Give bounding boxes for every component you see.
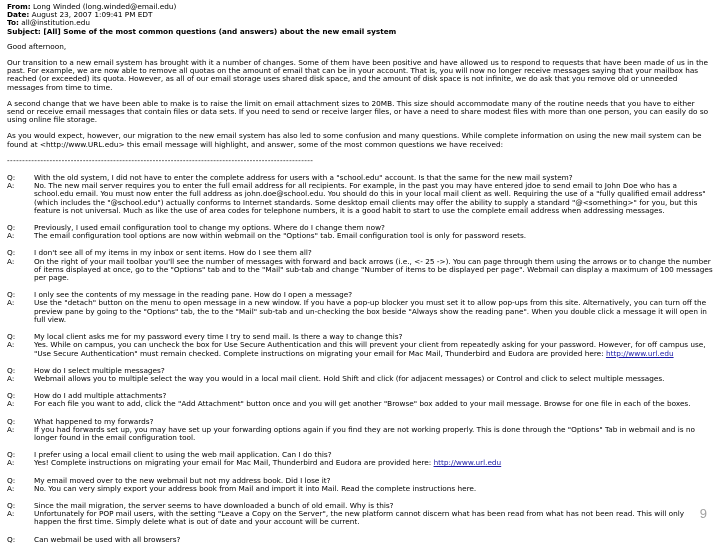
question-tag: Q: bbox=[7, 248, 16, 258]
answer-text: For each file you want to add, click the "Add Attachment" button once and you will get another "Browse" box added to your mail message. Browse for one file in each of the boxes. bbox=[34, 399, 691, 409]
answer-text: Use the "detach" button on the menu to open message in a new window. If you have a pop-up blocker you must set it to allow pop-ups from this site. Alternatively, you can turn off the preview pane by going to the "Options" tab, the to the "Mail" sub-tab and un-checking the box beside "Always show the reading pane". When you double click a message it will open in full view. bbox=[34, 298, 707, 324]
answer-tag: A: bbox=[7, 373, 15, 383]
question-tag: Q: bbox=[7, 450, 16, 460]
question-tag: Q: bbox=[7, 391, 16, 401]
answer-tag: A: bbox=[7, 298, 15, 308]
answer-body bbox=[34, 232, 713, 240]
qa-item bbox=[7, 392, 713, 408]
answer-row bbox=[7, 506, 713, 527]
answer-text: No. The new mail server requires you to enter the full email address for all recipients. For example, in the past you may have entered jdoe to send email to John Doe who has a school.edu email. You must now enter the full address as john.doe@school.edu. You should do this in your local mail client as well. Requiring the use of a "fully qualified email address" (which includes the "@school.edu") actually conforms to Internet standards. Some desktop email clients may offer the ability to supply a standard "@<something>" for you, but this feature is not universal. Much as like the use of area codes for telephone numbers, it is a good habit to start to use the complete email address when addressing messages. bbox=[34, 181, 706, 215]
answer-tag: A: bbox=[7, 458, 15, 468]
answer-row bbox=[7, 258, 713, 283]
question-tag: Q: bbox=[7, 290, 16, 300]
qa-item bbox=[7, 502, 713, 527]
answer-body bbox=[34, 506, 713, 527]
question-text: My local client asks me for my password every time I try to send mail. Is there a way to change this? bbox=[34, 332, 403, 342]
question-tag: Q: bbox=[7, 332, 16, 342]
question-text: Previously, I used email configuration tool to change my options. Where do I change them now? bbox=[34, 223, 385, 233]
answer-tag: A: bbox=[7, 483, 15, 493]
answer-text: Yes. While on campus, you can uncheck the box for Use Secure Authentication and this will prevent your client from repeatedly asking for your password. However, for off campus use, "Use Secure Authentication" must remain checked. Complete instructions on migrating your email for Mac Mail, Thunderbird and Eudora are provided here: bbox=[34, 340, 706, 358]
answer-row bbox=[7, 400, 713, 408]
answer-row bbox=[7, 459, 713, 467]
question-text: My email moved over to the new webmail but not my address book. Did I lose it? bbox=[34, 475, 331, 485]
answer-body bbox=[34, 258, 713, 283]
question-tag: Q: bbox=[7, 500, 16, 510]
answer-body bbox=[34, 485, 713, 493]
qa-item bbox=[7, 418, 713, 443]
to-label: To: bbox=[7, 18, 19, 28]
answer-tag: A: bbox=[7, 340, 15, 350]
question-tag: Q: bbox=[7, 416, 16, 426]
email-document bbox=[7, 3, 713, 544]
question-tag: Q: bbox=[7, 223, 16, 233]
answer-row bbox=[7, 232, 713, 240]
qa-list bbox=[7, 174, 713, 544]
question-tag: Q: bbox=[7, 365, 16, 375]
answer-row bbox=[7, 426, 713, 442]
date-value: August 23, 2007 1:09:41 PM EDT bbox=[31, 10, 153, 20]
email-header bbox=[7, 3, 713, 36]
separator-line: ----------------------------------------------------------------------------------------------------- bbox=[7, 156, 314, 165]
page-number: 9 bbox=[699, 506, 707, 521]
qa-item bbox=[7, 291, 713, 324]
subject-value: [All] Some of the most common questions (and answers) about the new email system bbox=[43, 26, 397, 36]
qa-item bbox=[7, 249, 713, 282]
answer-row bbox=[7, 299, 713, 324]
question-tag: Q: bbox=[7, 475, 16, 485]
answer-body bbox=[34, 400, 713, 408]
question-text: I prefer using a local email client to using the web mail application. Can I do this? bbox=[34, 450, 332, 460]
answer-text: No. You can very simply export your address book from Mail and import it into Mail. Read the complete instructions here. bbox=[34, 483, 477, 493]
answer-tag: A: bbox=[7, 399, 15, 409]
qa-item bbox=[7, 174, 713, 215]
answer-text: If you had forwards set up, you may have set up your forwarding options again if you find they are not working properly. This is done through the "Options" Tab in webmail and is no longer found in the email configuration tool. bbox=[34, 424, 695, 442]
answer-row bbox=[7, 341, 713, 357]
body-paragraph: Our transition to a new email system has brought with it a number of changes. Some of them have been positive and have allowed us to respond to requests that have been made of us in the past. For example, we are now able to remove all quotas on the amount of email that can be in your account. That is, you will now no longer receive messages saying that your mailbox has reached (or exceeded) its quota. However, as all of our email storage uses shared disk space, and the amount of disk space is not infinite, we do ask that you remove old or unneeded messages from time to time. bbox=[7, 58, 709, 92]
subject-line bbox=[7, 28, 713, 36]
answer-tag: A: bbox=[7, 181, 15, 191]
answer-text: The email configuration tool options are now within webmail on the "Options" tab. Email configuration tool is only for password resets. bbox=[34, 231, 527, 241]
from-label: From: bbox=[7, 2, 31, 11]
answer-row bbox=[7, 375, 713, 383]
answer-body bbox=[34, 426, 713, 442]
answer-row bbox=[7, 182, 713, 215]
answer-tag: A: bbox=[7, 231, 15, 241]
answer-link[interactable]: http://www.url.edu bbox=[605, 348, 674, 358]
question-text: How do I select multiple messages? bbox=[34, 365, 165, 375]
question-text: I only see the contents of my message in the reading pane. How do I open a message? bbox=[34, 290, 353, 300]
answer-body bbox=[34, 375, 713, 383]
answer-body bbox=[34, 341, 713, 357]
answer-link[interactable]: http://www.url.edu bbox=[433, 458, 502, 468]
date-label: Date: bbox=[7, 10, 30, 20]
body-paragraph: A second change that we have been able to make is to raise the limit on email attachment sizes to 20MB. This size should accommodate many of the routine needs that you have to either send or receive email messages that contain files or data sets. If you need to send or receive larger files, or have a need to share modest files with more than one person, you can easily do so using online file storage. bbox=[7, 98, 709, 125]
qa-item bbox=[7, 224, 713, 240]
question-text: With the old system, I did not have to enter the complete address for users with a "school.edu" account. Is that the same for the new mail system? bbox=[34, 173, 573, 183]
qa-item bbox=[7, 367, 713, 383]
qa-item bbox=[7, 333, 713, 358]
from-value: Long Winded (long.winded@email.edu) bbox=[32, 2, 177, 11]
greeting: Good afternoon, bbox=[7, 41, 67, 51]
question-text: Can webmail be used with all browsers? bbox=[34, 534, 181, 544]
question-tag: Q: bbox=[7, 173, 16, 183]
question-text: Since the mail migration, the server seems to have downloaded a bunch of old email. Why is this? bbox=[34, 500, 394, 510]
qa-item bbox=[7, 451, 713, 467]
question-tag: Q: bbox=[7, 534, 16, 544]
date-line bbox=[7, 11, 713, 19]
to-value: all@institution.edu bbox=[21, 18, 90, 28]
answer-text: Unfortunately for POP mail users, with the setting "Leave a Copy on the Server", the new platform cannot discern what has been read from what has not been read. This will only happen the first time. Simply delete what is out of date and your account will be current. bbox=[34, 509, 685, 527]
answer-body bbox=[34, 299, 713, 324]
intro-paragraph: As you would expect, however, our migration to the new email system has also led to some confusion and many questions. While complete information on using the new mail system can be found at <http://www.URL.edu> this email message will highlight, and answer, some of the most common questions we have received: bbox=[7, 131, 702, 149]
subject-label: Subject: bbox=[7, 26, 41, 36]
qa-item bbox=[7, 477, 713, 493]
answer-text: Webmail allows you to multiple select the way you would in a local mail client. Hold Shift and click (for adjacent messages) or Control and click to select multiple messages. bbox=[34, 373, 665, 383]
answer-tag: A: bbox=[7, 424, 15, 434]
answer-tag: A: bbox=[7, 256, 15, 266]
answer-body bbox=[34, 182, 713, 215]
question-text: What happened to my forwards? bbox=[34, 416, 154, 426]
answer-text: Yes! Complete instructions on migrating your email for Mac Mail, Thunderbird and Eudora are provided here: bbox=[34, 458, 432, 468]
question-text: How do I add multiple attachments? bbox=[34, 391, 167, 401]
answer-tag: A: bbox=[7, 509, 15, 519]
answer-body bbox=[34, 459, 713, 467]
answer-row bbox=[7, 485, 713, 493]
question-text: I don't see all of my items in my inbox or sent items. How do I see them all? bbox=[34, 248, 312, 258]
answer-text: On the right of your mail toolbar you'll see the number of messages with forward and back arrows (i.e., <- 25 ->). You can page through them using the arrows or to change the number of items displayed at once, go to the "Options" tab and to the "Mail" sub-tab and change "Number of items to be displayed per page". Webmail can display a maximum of 100 messages per page. bbox=[34, 256, 713, 283]
